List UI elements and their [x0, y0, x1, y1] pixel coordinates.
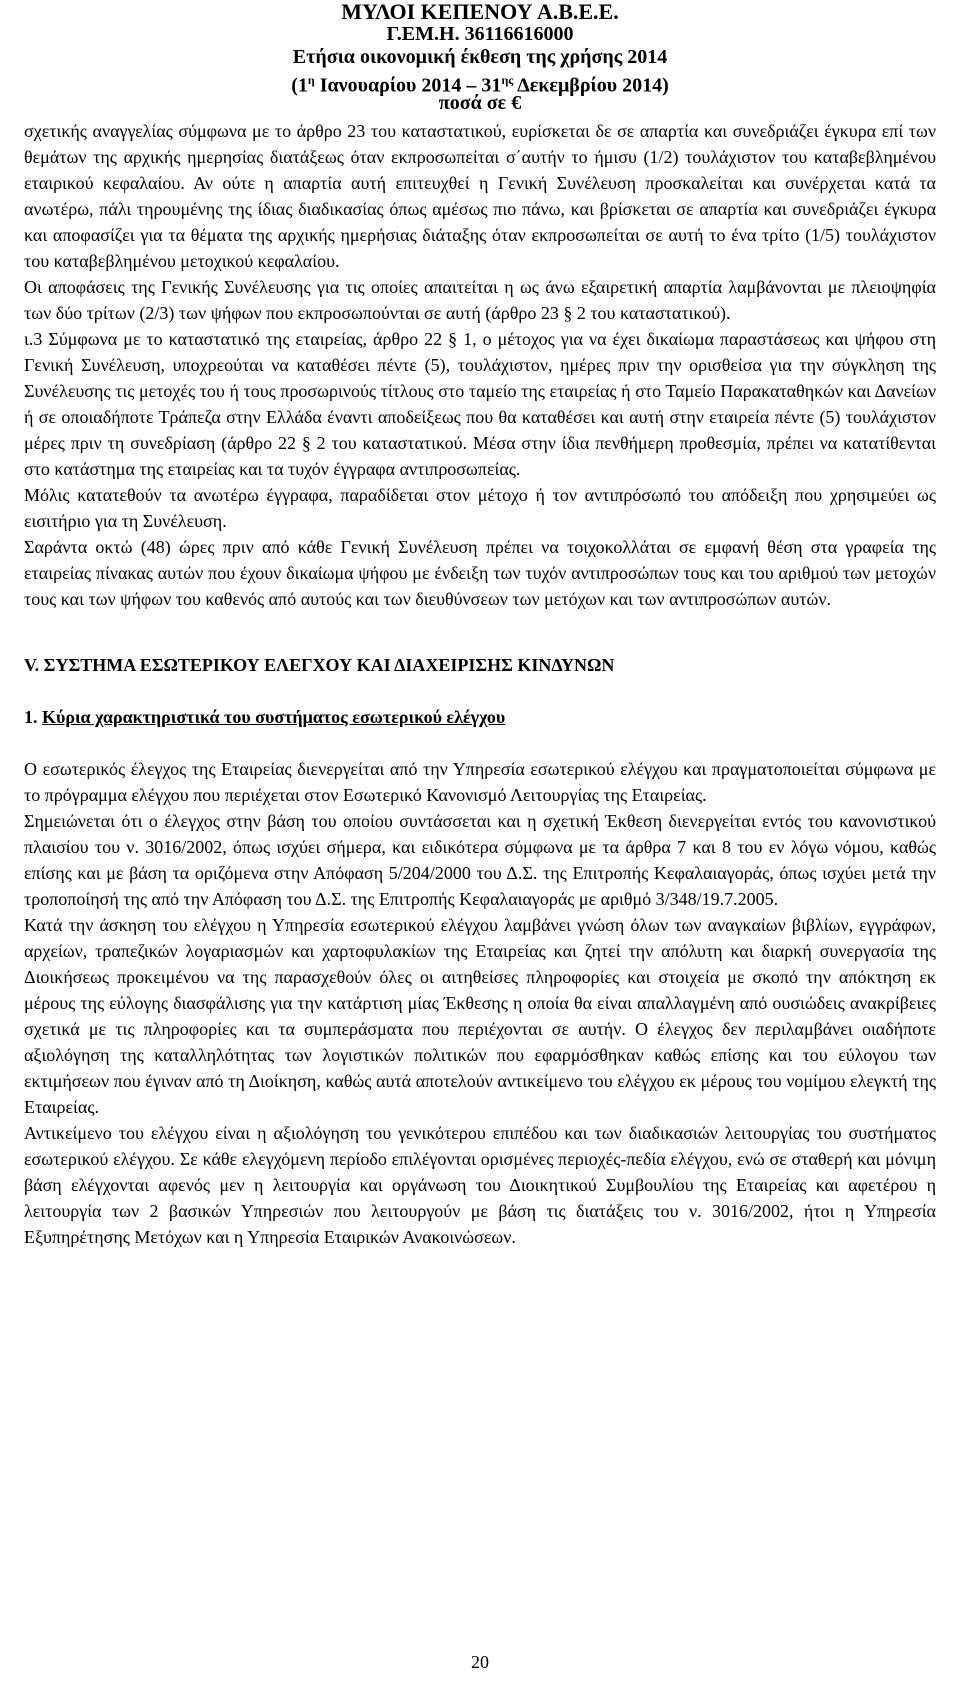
spacer [24, 678, 936, 704]
company-name: ΜΥΛΟΙ ΚΕΠΕΝΟΥ Α.Β.Ε.Ε. [341, 0, 619, 24]
report-title: Ετήσια οικονομική έκθεση της χρήσης 2014 [292, 46, 668, 68]
paragraph-shareholder-list: Σαράντα οκτώ (48) ώρες πριν από κάθε Γενική Συνέλευση πρέπει να τοιχοκολλάται σε εμφανή θέση στα γραφεία της εταιρείας πίνακας αυτών που έχουν δικαίωμα ψήφου με ένδειξη των τυχόν αντιπροσώπων τους και του αριθμού των μετοχών τους και των ψήφων του καθενός από αυτούς και των διευθύνσεων των μετόχων και των αντιπροσώπων αυτών. [24, 537, 936, 609]
section-title: V. ΣΥΣΤΗΜΑ ΕΣΩΤΕΡΙΚΟΥ ΕΛΕΓΧΟΥ ΚΑΙ ΔΙΑΧΕΙΡΙΣΗΣ ΚΙΝΔΥΝΩΝ [24, 655, 615, 675]
document-body [24, 118, 936, 1250]
paragraph-internal-audit: Ο εσωτερικός έλεγχος της Εταιρείας διενεργείται από την Υπηρεσία εσωτερικού ελέγχου και πραγματοποιείται σύμφωνα με το πρόγραμμα ελέγχου που περιέχεται στον Εσωτερικό Κανονισμό Λειτουργίας της Εταιρείας. [24, 759, 936, 805]
paragraph-regulatory-framework: Σημειώνεται ότι ο έλεγχος στην βάση του οποίου συντάσσεται και η σχετική Έκθεση διενεργείται εντός του κανονιστικού πλαισίου του ν. 3016/2002, όπως ισχύει σήμερα, και ειδικότερα σύμφωνα με τα άρθρα 7 και 8 του εν λόγω νόμου, καθώς επίσης και με βάση τα οριζόμενα στην Απόφαση 5/204/2000 του Δ.Σ. της Επιτροπής Κεφαλαιαγοράς, όπως ισχύει μετά την τροποποίησή της από την Απόφαση του Δ.Σ. της Επιτροπής Κεφαλαιαγοράς με αριθμό 3/348/19.7.2005. [24, 811, 936, 909]
paragraph-receipt: Μόλις κατατεθούν τα ανωτέρω έγγραφα, παραδίδεται στον μέτοχο ή τον αντιπρόσωπό του απόδειξη που χρησιμεύει ως εισιτήριο για τη Συνέλευση. [24, 485, 936, 531]
paragraph-decisions: Οι αποφάσεις της Γενικής Συνέλευσης για τις οποίες απαιτείται η ως άνω εξαιρετική απαρτία λαμβάνονται με πλειοψηφία των δύο τρίτων (2/3) των ψήφων που εκπροσωπούνται σε αυτή (άρθρο 23 § 2 του καταστατικού). [24, 277, 936, 323]
currency-note: ποσά σε € [438, 92, 522, 114]
subsection-title: 1. Κύρια χαρακτηριστικά του συστήματος εσωτερικού ελέγχου [24, 707, 506, 727]
paragraph-audit-scope: Αντικείμενο του ελέγχου είναι η αξιολόγηση του γενικότερου επιπέδου και των διαδικασιών λειτουργίας του συστήματος εσωτερικού ελέγχου. Σε κάθε ελεγχόμενη περίοδο επιλέγονται ορισμένες περιοχές-πεδία ελέγχου, ενώ σε σταθερή και μόνιμη βάση ελέγχονται αφενός μεν η λειτουργία και οργάνωση του Διοικητικού Συμβουλίου της Εταιρείας και αφετέρου η λειτουργία των 2 βασικών Υπηρεσιών που λειτουργούν με βάση τις διατάξεις του ν. 3016/2002, ήτοι η Υπηρεσία Εξυπηρέτησης Μετόχων και η Υπηρεσία Εταιρικών Ανακοινώσεων. [24, 1123, 936, 1247]
spacer [24, 612, 936, 652]
spacer [24, 730, 936, 756]
registry-number: Γ.ΕΜ.Η. 36116616000 [386, 23, 574, 45]
document-header [0, 0, 960, 115]
paragraph-quorum: σχετικής αναγγελίας σύμφωνα με το άρθρο 23 του καταστατικού, ευρίσκεται δε σε απαρτία και συνεδριάζει έγκυρα επί των θεμάτων της αρχικής ημερησίας διατάξεως όταν εκπροσωπείται σ΄αυτήν το ήμισυ (1/2) τουλάχιστον του καταβεβλημένου εταιρικού κεφαλαίου. Αν ούτε η απαρτία αυτή επιτευχθεί η Γενική Συνέλευση προσκαλείται και συνέρχεται κατά τα ανωτέρω, πάλι τηρουμένης της ίδιας διαδικασίας όπως αμέσως πιο πάνω, και βρίσκεται σε απαρτία και συνεδριάζει έγκυρα και αποφασίζει για τα θέματα της αρχικής ημερήσιας διάταξης όταν εκπροσωπείται σε αυτή το ένα τρίτο (1/5) τουλάχιστον του καταβεβλημένου μετοχικού κεφαλαίου. [24, 121, 936, 271]
paragraph-shares-deposit: ι.3 Σύμφωνα με το καταστατικό της εταιρείας, άρθρο 22 § 1, ο μέτοχος για να έχει δικαίωμα παραστάσεως και ψήφου στη Γενική Συνέλευση, υποχρεούται να καταθέσει πέντε (5), τουλάχιστον, ημέρες πριν την ορισθείσα για την σύγκληση της Συνέλευσης τις μετοχές του ή τους προσωρινούς τίτλους στο ταμείο της εταιρείας ή στο Ταμείο Παρακαταθηκών και Δανείων ή σε οποιαδήποτε Τράπεζα στην Ελλάδα έναντι αποδείξεως που θα καταθέσει και αυτή στην εταιρεία πέντε (5) τουλάχιστον μέρες πριν τη συνεδρίαση (άρθρο 22 § 2 του καταστατικού. Μέσα στην ίδια πενθήμερη προθεσμία, πρέπει να κατατίθενται στο κατάστημα της εταιρείας και τα τυχόν έγγραφα αντιπροσωπείας. [24, 329, 936, 479]
paragraph-audit-procedure: Κατά την άσκηση του ελέγχου η Υπηρεσία εσωτερικού ελέγχου λαμβάνει γνώση όλων των αναγκαίων βιβλίων, εγγράφων, αρχείων, τραπεζικών λογαριασμών και χαρτοφυλακίων της Εταιρείας και ζητεί την απόλυτη και διαρκή συνεργασία της Διοικήσεως προκειμένου να της παρασχεθούν όλες οι αιτηθείσες πληροφορίες και στοιχεία με σκοπό την απόκτηση εκ μέρους της εύλογης διασφάλισης για την κατάρτιση μίας Έκθεσης η οποία θα είναι απαλλαγμένη από ουσιώδεις ανακρίβειες σχετικά με τις πληροφορίες και τα συμπεράσματα που περιέχονται σε αυτήν. Ο έλεγχος δεν περιλαμβάνει οιαδήποτε αξιολόγηση της καταλληλότητας των λογιστικών πολιτικών που εφαρμόσθηκαν καθώς επίσης και του εύλογου των εκτιμήσεων που έγιναν από τη Διοίκηση, καθώς αυτά αποτελούν αντικείμενο του ελέγχου εκ μέρους του νομίμου ελεγκτή της Εταιρείας. [24, 915, 936, 1117]
page-number: 20 [471, 1652, 489, 1672]
report-period: ($1^\eta$ Ιανουαρίου $2014 - 31^{\eta\varsigma}$ Δεκεμβρίου 2014) [291, 73, 669, 97]
